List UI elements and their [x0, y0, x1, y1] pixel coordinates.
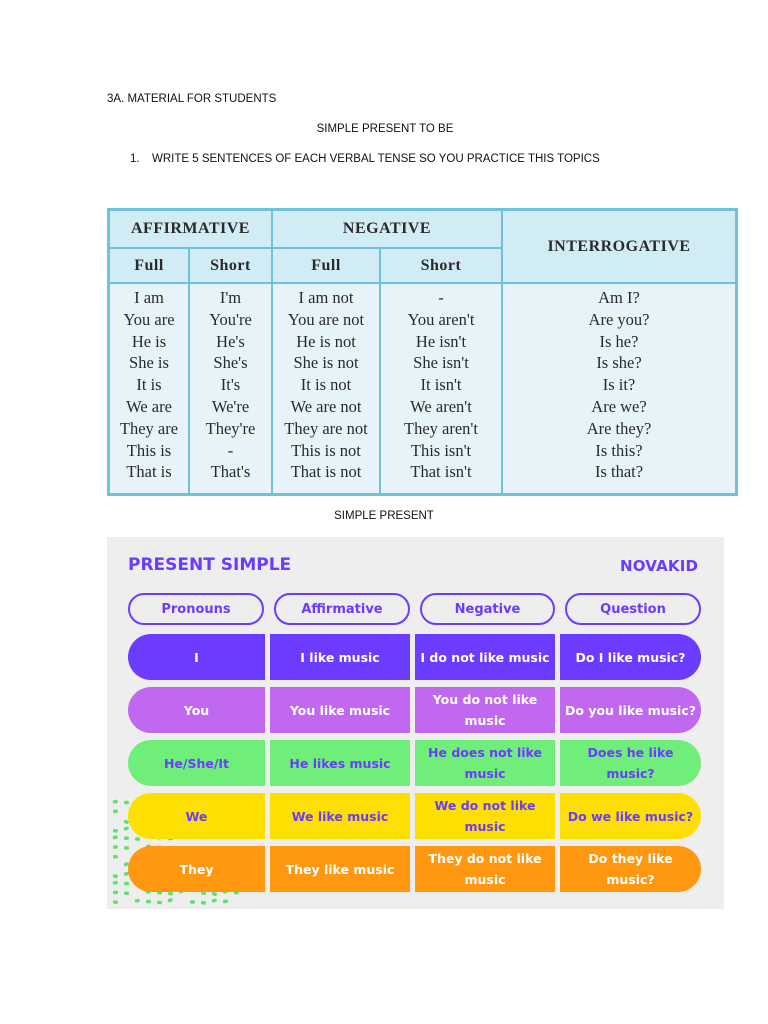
cell-neg-short: She isn't — [413, 353, 469, 373]
cell-neg-full: That is not — [290, 462, 362, 482]
column-aff-full — [110, 287, 188, 483]
header-affirmative-pill: Affirmative — [274, 593, 410, 625]
cell-question: Does he like music? — [560, 740, 701, 786]
cell-neg-short: It isn't — [420, 375, 462, 395]
section-title-to-be: SIMPLE PRESENT TO BE — [316, 123, 454, 135]
cell-affirmative: They like music — [270, 846, 410, 892]
cell-affirmative: He likes music — [270, 740, 410, 786]
section-title-simple-present: SIMPLE PRESENT — [334, 510, 434, 522]
cell-neg-full: She is not — [293, 353, 359, 373]
header-question-pill: Question — [565, 593, 701, 625]
cell-negative: You do not like music — [415, 687, 555, 733]
cell-aff-full: This is — [126, 440, 172, 460]
cell-neg-full: They are not — [284, 418, 368, 438]
cell-pronoun: You — [128, 687, 265, 733]
cell-neg-short: They aren't — [404, 418, 478, 438]
header-interrogative: INTERROGATIVE — [503, 211, 735, 282]
cell-neg-short: We aren't — [410, 396, 472, 416]
cell-aff-full: She is — [129, 353, 169, 373]
cell-aff-full: You are — [123, 309, 175, 329]
subheader-neg-short: Short — [381, 249, 501, 282]
cell-neg-short: He isn't — [415, 331, 467, 351]
cell-pronoun: He/She/It — [128, 740, 265, 786]
cell-negative: He does not like music — [415, 740, 555, 786]
document-heading: 3A. MATERIAL FOR STUDENTS — [107, 93, 277, 105]
cell-neg-full: This is not — [291, 440, 361, 460]
cell-aff-full: He is — [131, 331, 167, 351]
table-row — [128, 740, 701, 786]
cell-negative: I do not like music — [415, 634, 555, 680]
cell-neg-full: I am not — [298, 288, 354, 307]
present-simple-chart — [107, 537, 724, 909]
cell-aff-full: We are — [126, 396, 172, 416]
cell-aff-short: - — [227, 440, 234, 460]
cell-interrogative: Is she? — [596, 353, 642, 373]
cell-neg-short: You aren't — [407, 309, 475, 329]
cell-pronoun: I — [128, 634, 265, 680]
cell-question: Do you like music? — [560, 687, 701, 733]
cell-aff-short: You're — [209, 309, 252, 329]
column-neg-short — [381, 287, 501, 483]
header-pronouns: Pronouns — [128, 593, 264, 625]
table-row — [128, 634, 701, 680]
cell-aff-short: They're — [205, 418, 256, 438]
cell-pronoun: They — [128, 846, 265, 892]
cell-interrogative: Is it? — [602, 375, 636, 395]
column-interrogative — [503, 287, 735, 483]
cell-question: Do they like music? — [560, 846, 701, 892]
header-negative-pill: Negative — [420, 593, 555, 625]
cell-neg-short: This isn't — [410, 440, 472, 460]
cell-neg-full: He is not — [296, 331, 356, 351]
subheader-aff-short: Short — [190, 249, 271, 282]
novakid-logo: NOVAKID — [620, 557, 699, 575]
cell-aff-full: That is — [126, 462, 172, 482]
cell-neg-short: That isn't — [410, 462, 472, 482]
cell-negative: We do not like music — [415, 793, 555, 839]
header-affirmative: AFFIRMATIVE — [110, 211, 271, 247]
cell-neg-short: - — [438, 288, 444, 307]
cell-interrogative: Am I? — [598, 288, 640, 307]
cell-pronoun: We — [128, 793, 265, 839]
cell-question: Do we like music? — [560, 793, 701, 839]
column-aff-short — [190, 287, 271, 483]
cell-interrogative: Are they? — [586, 418, 652, 438]
cell-interrogative: Is that? — [594, 462, 644, 482]
cell-aff-short: We're — [211, 396, 250, 416]
cell-neg-full: It is not — [300, 375, 352, 395]
cell-interrogative: Are we? — [591, 396, 647, 416]
cell-aff-short: He's — [216, 331, 245, 351]
cell-negative: They do not like music — [415, 846, 555, 892]
column-neg-full — [273, 287, 379, 483]
present-simple-title: PRESENT SIMPLE — [128, 555, 292, 575]
table-row — [128, 846, 701, 892]
cell-question: Do I like music? — [560, 634, 701, 680]
cell-interrogative: Is he? — [599, 331, 639, 351]
cell-aff-short: That's — [210, 462, 251, 482]
cell-affirmative: We like music — [270, 793, 410, 839]
subheader-aff-full: Full — [110, 249, 188, 282]
table-row — [128, 687, 701, 733]
cell-affirmative: You like music — [270, 687, 410, 733]
cell-interrogative: Is this? — [595, 440, 643, 460]
header-negative: NEGATIVE — [273, 211, 501, 247]
cell-aff-full: I am — [134, 288, 164, 307]
subheader-neg-full: Full — [273, 249, 379, 282]
cell-aff-full: It is — [136, 375, 162, 395]
cell-interrogative: Are you? — [588, 309, 650, 329]
table-row — [128, 793, 701, 839]
instruction-number: 1. — [130, 153, 140, 165]
to-be-table — [107, 208, 738, 496]
cell-aff-short: It's — [220, 375, 241, 395]
instruction-text: WRITE 5 SENTENCES OF EACH VERBAL TENSE SO YOU PRACTICE THIS TOPICS — [152, 153, 600, 165]
cell-neg-full: We are not — [290, 396, 362, 416]
cell-aff-full: They are — [119, 418, 179, 438]
cell-neg-full: You are not — [287, 309, 365, 329]
cell-aff-short: She's — [213, 353, 248, 373]
cell-aff-short: I'm — [219, 288, 242, 307]
cell-affirmative: I like music — [270, 634, 410, 680]
